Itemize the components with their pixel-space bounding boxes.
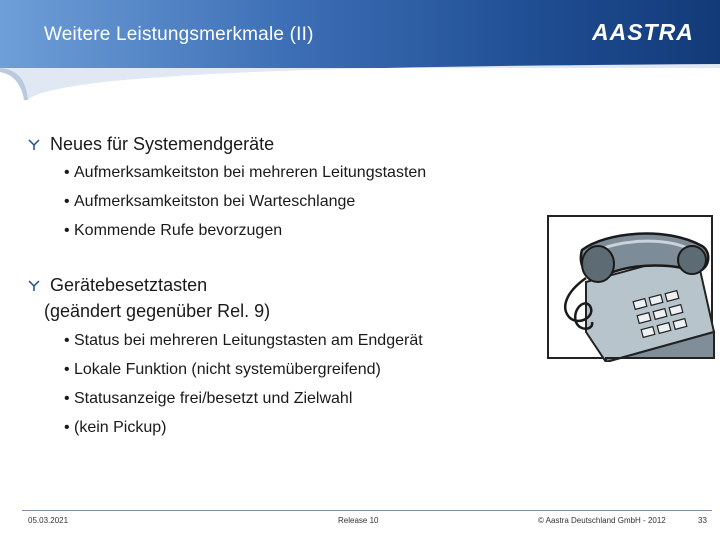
section-heading-subtitle: (geändert gegenüber Rel. 9) xyxy=(44,301,271,321)
footer-copyright: © Aastra Deutschland GmbH - 2012 xyxy=(538,516,666,525)
list-item: • Lokale Funktion (nicht systemübergreifend) xyxy=(64,361,381,378)
list-item: • Aufmerksamkeitston bei mehreren Leitungstasten xyxy=(64,164,427,181)
section-heading: Neues für Systemendgeräte xyxy=(50,134,275,154)
svg-text:AASTRA: AASTRA xyxy=(592,19,694,45)
y-bullet-icon xyxy=(28,139,40,151)
list-item: • Statusanzeige frei/besetzt und Zielwahl xyxy=(64,390,353,407)
list-item: • Aufmerksamkeitston bei Warteschlange xyxy=(64,193,356,210)
page-number: 33 xyxy=(698,516,707,525)
list-item: • Status bei mehreren Leitungstasten am Endgerät xyxy=(64,332,423,349)
footer-divider xyxy=(22,510,712,511)
slide-title: Weitere Leistungsmerkmale (II) xyxy=(44,24,314,45)
section-heading: Gerätebesetztasten xyxy=(50,275,208,295)
y-bullet-icon xyxy=(28,280,40,292)
list-item: • (kein Pickup) xyxy=(64,419,167,436)
list-item: • Kommende Rufe bevorzugen xyxy=(64,222,283,239)
footer-release: Release 10 xyxy=(338,516,379,525)
footer-date: 05.03.2021 xyxy=(28,516,69,525)
telephone-illustration xyxy=(546,212,716,362)
